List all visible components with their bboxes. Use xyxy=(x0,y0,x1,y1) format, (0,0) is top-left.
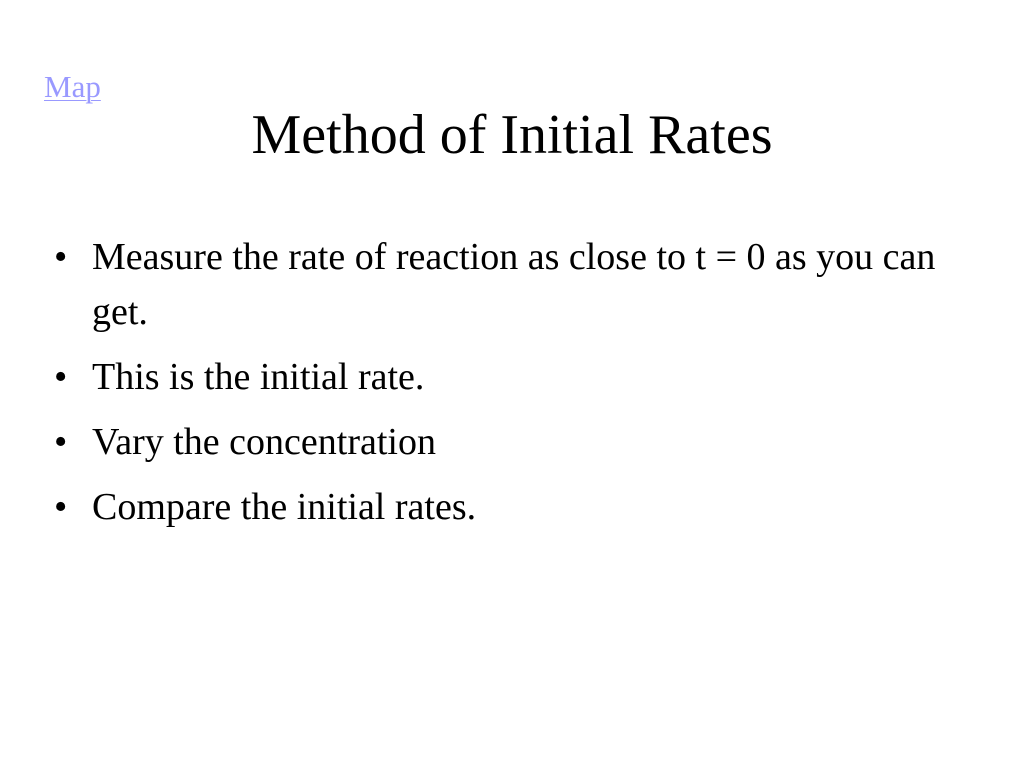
bullet-item xyxy=(54,480,964,535)
bullet-list xyxy=(54,230,964,545)
bullet-text: Compare the initial rates. xyxy=(92,486,477,528)
slide-title: Method of Initial Rates xyxy=(251,104,773,166)
bullet-dot-icon: • xyxy=(54,356,68,398)
bullet-text: This is the initial rate. xyxy=(92,356,425,398)
map-link[interactable]: Map xyxy=(44,69,101,104)
bullet-text: Measure the rate of reaction as close to t = 0 as you can get. xyxy=(92,236,936,333)
bullet-dot-icon: • xyxy=(54,421,68,463)
bullet-text: Vary the concentration xyxy=(92,421,436,463)
bullet-dot-icon: • xyxy=(54,486,68,528)
bullet-item xyxy=(54,230,964,340)
bullet-dot-icon: • xyxy=(54,236,68,278)
bullet-item xyxy=(54,350,964,405)
bullet-item xyxy=(54,415,964,470)
